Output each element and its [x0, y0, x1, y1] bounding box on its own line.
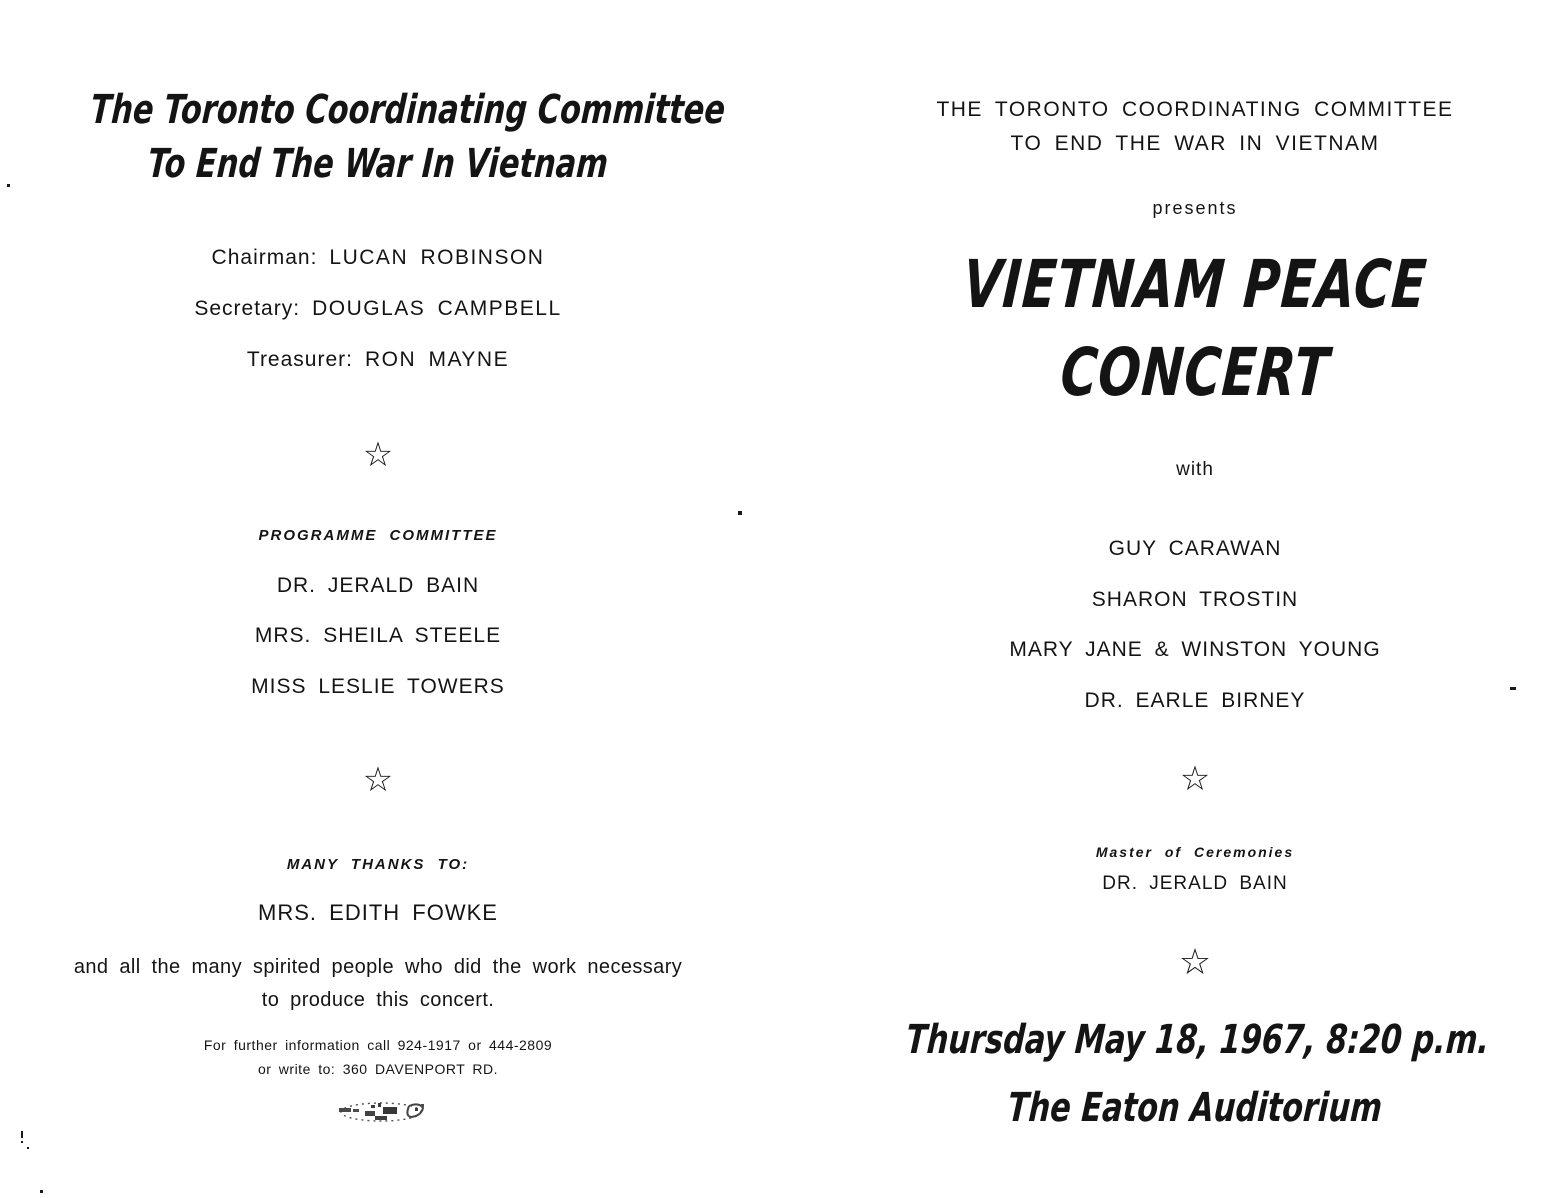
scan-speckle	[738, 511, 742, 515]
contact-info-line1: For further information call 924-1917 or 444-2809	[203, 1037, 553, 1053]
officer-name: DOUGLAS CAMPBELL	[312, 297, 562, 320]
right-page	[815, 0, 1543, 1198]
scan-speckle	[40, 1190, 43, 1193]
contact-info-line2: or write to: 360 DAVENPORT RD.	[257, 1061, 499, 1077]
performer: SHARON TROSTIN	[1091, 588, 1299, 611]
performer: GUY CARAWAN	[1108, 537, 1282, 560]
officer-role: Treasurer:	[246, 348, 353, 371]
mc-name: DR. JERALD BAIN	[1102, 873, 1288, 894]
concert-title-line1: VIETNAM PEACE	[960, 246, 1430, 323]
officer-chairman	[0, 246, 756, 269]
star-divider-icon: ☆	[362, 761, 394, 799]
scan-speckle	[21, 1141, 23, 1143]
scan-speckle	[1510, 687, 1516, 690]
presents-label: presents	[1152, 198, 1238, 218]
event-date-time: Thursday May 18, 1967, 8:20 p.m.	[904, 1017, 1491, 1063]
presenter-header-line2: TO END THE WAR IN VIETNAM	[1010, 132, 1380, 155]
officer-name: RON MAYNE	[364, 348, 510, 371]
star-divider-icon: ☆	[1178, 941, 1212, 982]
presenter-header-line1: THE TORONTO COORDINATING COMMITTEE	[936, 98, 1454, 121]
officer-secretary	[0, 297, 756, 320]
left-page	[0, 0, 756, 1198]
committee-member: DR. JERALD BAIN	[276, 574, 480, 597]
scan-speckle	[21, 1131, 23, 1138]
officer-treasurer	[0, 348, 756, 371]
concert-title-line2: CONCERT	[1058, 334, 1332, 411]
event-venue: The Eaton Auditorium	[1006, 1085, 1384, 1131]
star-divider-icon: ☆	[1179, 760, 1211, 798]
mc-heading: Master of Ceremonies	[1095, 844, 1295, 860]
scan-speckle	[27, 1147, 29, 1149]
with-label: with	[1176, 459, 1214, 480]
thanks-text-line2: to produce this concert.	[261, 989, 495, 1011]
programme-committee-heading: PROGRAMME COMMITTEE	[258, 527, 498, 544]
officer-role: Chairman:	[211, 246, 318, 269]
committee-title-line2: To End The War In Vietnam	[146, 141, 610, 187]
committee-member: MRS. SHEILA STEELE	[254, 624, 502, 647]
star-divider-icon: ☆	[362, 436, 394, 474]
officer-role: Secretary:	[194, 297, 301, 320]
performer: MARY JANE & WINSTON YOUNG	[1009, 638, 1381, 661]
performer: DR. EARLE BIRNEY	[1084, 689, 1306, 712]
scan-speckle	[7, 184, 10, 187]
thanks-heading: MANY THANKS TO:	[286, 856, 470, 873]
committee-title-line1: The Toronto Coordinating Committee	[89, 87, 727, 133]
officer-name: LUCAN ROBINSON	[329, 246, 545, 269]
thanks-name: MRS. EDITH FOWKE	[258, 900, 498, 925]
printers-union-mark-icon	[331, 1096, 435, 1133]
committee-member: MISS LESLIE TOWERS	[251, 675, 505, 698]
thanks-text-line1: and all the many spirited people who did the work necessary	[73, 956, 683, 978]
